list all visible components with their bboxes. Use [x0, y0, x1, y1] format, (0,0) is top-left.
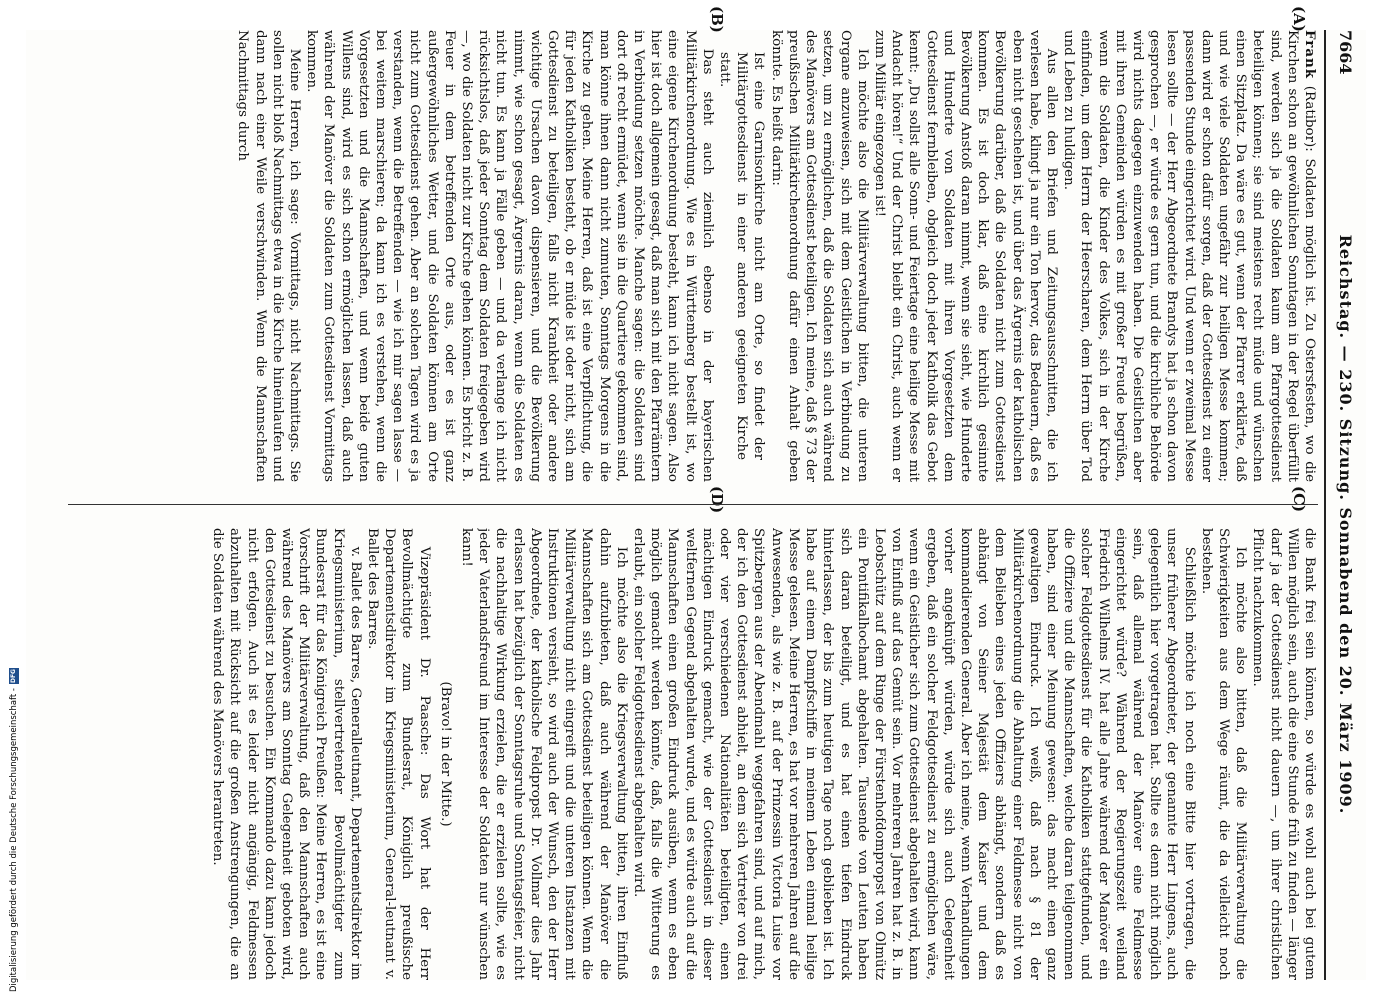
left-paragraph-2: Aus allen den Briefen und Zeitungsausschnitten, die ich verlesen habe, klingt ja nur ein Ton hervor, das Bedauern, daß es eben nicht geschehen ist, und über das Ärgernis der katholischen Bevölkerung darüber, daß die Soldaten nicht zum Gottesdienst kommen. Es ist doch klar, daß eine kirchlich gesinnte Bevölkerung Anstoß daran nimmt, wenn sie sieht, wie Hunderte und Hunderte von Soldaten mit ihren Vorgesetzten dem Gottesdienst fernbleiben, obgleich doch jeder Katholik das Gebot kennt: „Du sollst alle Sonn- und Feiertage eine heilige Messe mit Andacht hören!“ Und der Christ bleibt ein Christ, auch wenn er zum Militär eingezogen ist! — [871, 30, 1059, 482]
left-paragraph-1-text: Soldaten möglich ist. Zu Ostersfesten, wo die Kirchen schon an gewöhnlichen Sonntagen in der Regel überfüllt sind, werden sich ja die Soldaten kaum am Pfarrgottesdienst beteiligen können; sie sind meistens recht müde und wünschen einen Sitzplatz. Da wäre es gut, wenn der Pfarrer erklärte, daß und wie viele Soldaten ungefähr zur heiligen Messe kommen; dann wird er schon dafür sorgen, daß der Gottesdienst zu einer passenden Stunde eingerichtet wird. Und wenn er zweimal Messe lesen sollte — der Herr Abgeordnete Brandys hat ja schon davon gesprochen —, er würde es gern tun, und die kirchliche Behörde wird nichts dagegen einzuwenden haben. Die Geistlichen aber mit ihren Gemeinden würden es mit großer Freude begrüßen, wenn die Soldaten, die Kinder des Volkes, sich in der Kirche einfinden, um dem Herrn der Heerscharen, dem Herrn über Tod und Leben zu huldigen. — [1061, 30, 1317, 482]
header-spacer — [1337, 974, 1356, 980]
page-header — [1324, 30, 1366, 980]
margin-marker-a: (A) — [1290, 6, 1308, 32]
left-paragraph-1 — [1060, 30, 1318, 482]
left-paragraph-4: Das steht auch ziemlich ebenso in der bayerischen Militärkirchenordnung. Wie es in Württemberg bestellt ist, wo eine eigene Kirchenordnung besteht, kann ich nicht sagen. Also hier ist doch allgemein gesagt, daß man sich mit den Pfarrämtern in Verbindung setzen möchte. Manche sagen: die Soldaten sind dort oft recht ermüdet, wenn sie in die Quartiere gekommen sind, man könne ihnen dann nicht zumuten, Sonntags Morgens in die Kirche zu gehen. Meine Herren, daß ist eine Verpflichtung, die für jeden Katholiken besteht, ob er müde ist oder nicht, sich am Gottesdienst zu beteiligen, falls nicht Krankheit oder andere wichtige Ursachen davon dispensieren, und die Bevölkerung nimmt, wie schon gesagt, Ärgernis daran, wenn die Soldaten es nicht tun. Es kann ja Fälle geben — und da verlange ich nicht rücksichtslos, daß jeder Sonntag dem Soldaten freigegeben wird —, wo die Soldaten nicht zur Kirche gehen können. Es bricht z. B. Feuer in dem betreffenden Orte aus, oder es ist ganz außergewöhnliches Wetter, und die Soldaten können am Orte nicht zum Gottesdienst gehen. Aber an solchen Tagen wird es ja verstanden, wenn die Betreffenden — wie ich mir sagen lasse — bei weitem marschieren; da kann ich es verstehen, wenn die Vorgesetzten und die Mannschaften, und wenn beide guten Willens sind, wird es sich schon ermöglichen lassen, daß auch während der Manöver die Soldaten zum Gottesdienst Vormittags kommen. — [304, 30, 715, 482]
right-paragraph-2: Ich möchte also bitten, daß die Militärverwaltung die Schwierigkeiten aus dem Wege räumt, die da vielleicht noch bestehen. — [1198, 528, 1249, 980]
document-page — [26, 6, 1366, 980]
right-paragraph-5: Vizepräsident Dr. Paasche: Das Wort hat der Herr Bevollmächtigte zum Bundesrat, Königlich preußische Departementsdirektor im Kriegsministerium, General-leutnant v. Ballet des Barres. — [365, 528, 432, 980]
left-paragraph-3: Ich möchte also die Militärverwaltung bitten, die unteren Organe anzuweisen, sich mit dem Geistlichen in Verbindung zu setzen, um zu ermöglichen, daß die Soldaten sich auch während des Manövers am Gottesdienst beteiligen. Ich meine, daß § 73 der preußischen Militärkirchenordnung dafür einen Anhalt geben könnte. Es heißt darin: — [768, 30, 870, 482]
margin-marker-c: (C) — [1290, 486, 1308, 513]
applause-note: (Bravo! in der Mitte.) — [437, 681, 453, 827]
dfg-logo-icon: DFG — [10, 669, 17, 684]
margin-marker-b: (B) — [708, 6, 726, 33]
right-paragraph-3: Schließlich möchte ich noch eine Bitte hier vortragen, die unser früherer Abgeordneter, der genannte Herr Lingens, auch gelegentlich hier vorgetragen hat. Sollte es denn nicht möglich sein, daß allemal während der Manöver eine Feldmesse eingerichtet würde? Während der Regierungszeit weiland Friedrich Wilhelms IV. hat alle Jahre während der Manöver ein solcher Feldgottesdienst für die Katholiken stattgefunden, und die Offiziere und die Mannschaften, welche daran teilgenommen haben, sind einer Meinung gewesen: das macht einen ganz gewaltigen Eindruck. Ich weiß, daß nach § 81 der Militärkirchenordnung die Abhaltung einer Feldmesse nicht von dem Belieben eines jeden Offiziers abhängt, sondern daß es abhängt von Seiner Majestät dem Kaiser und dem kommandierenden General. Aber ich meine, wenn Verhandlungen vorher angeknüpft würden, würde sich auch Gelegenheit ergeben, daß ein solcher Feldgottesdienst zu ermöglichen wäre, wenn ein Geistlicher sich zum Gottesdienst abgehalten wird, kann von Einfluß auf das Gemüt sein. Vor mehreren Jahren hat z. B. in Leobschütz auf dem Ringe der Fürstenhofdompropst von Olmütz ein Pontifikalhochamt abgehalten. Tausende von Leuten haben sich daran beteiligt, und es hat einen tiefen Eindruck hinterlassen, der bis zum heutigen Tage noch geblieben ist. Ich habe auf einem Dampfschiffe in meinem Leben einmal heilige Messe gelesen. Meine Herren, es hat vor mehreren Jahren auf die Anwesenden, als wie z. B. auf der Prinzessin Victoria Luise vor Spitzbergen aus der Abendmahl weggefahren sind, und auf mich, der ich den Gottesdienst abhielt, an dem sich Vertreter von drei oder vier verschiedenen Nationalitäten beteiligten, einen mächtigen Eindruck gemacht, wie der Gottesdienst in dieser weltfernen Gegend abgehalten wurde, und es würde auch auf die Mannschaften einen großen Eindruck ausüben, wenn es eben möglich gemacht werden könnte, daß, falls die Witterung es erlaubt, ein solcher Feldgottesdienst abgehalten wird. — [631, 528, 1197, 980]
right-paragraph-4: Ich möchte also die Kriegsverwaltung bitten, ihren Einfluß dahin aufzubieten, daß auch während der Manöver die Mannschaften sich am Gottesdienst beteiligen können. Wenn die Militärverwaltung nicht eingreift und die unteren Instanzen mit Instruktionen versieht, so wird auch der Wunsch, den der Herr Abgeordnete, der katholische Feldpropst Dr. Vollmar dies Jahr erlassen hat bezüglich der Sonntagsruhe und Sonntagsfeier, nicht die nachhaltige Wirkung erzielen, die er erzielen sollte, wie es jeder Vaterlandsfreund im Interesse der Soldaten nur wünschen kann! — [459, 528, 629, 980]
margin-marker-d: (D) — [708, 486, 726, 514]
speaker-name: Frank — [1302, 30, 1318, 80]
speaker-note: (Ratibor): — [1302, 79, 1317, 152]
column-divider — [68, 504, 1318, 505]
left-column — [48, 30, 1318, 482]
right-column — [48, 528, 1318, 980]
right-paragraph-1: die Bank frei sein können, so würde es wohl auch bei gutem Willen möglich sein, auch die eine Stunde früh zu finden — länger darf ja der Gottesdienst nicht dauern —, um ihrer christlichen Pflicht nachzukommen. — [1250, 528, 1317, 980]
page-number: 7664 — [1336, 30, 1356, 75]
left-paragraph-5: Meine Herren, ich sage: Vormittags, nicht Nachmittags. Sie sollen nicht bloß Nachmittags etwa in die Kirche hineinlaufen und dann nach einer Weile verschwinden. Wenn die Mannschaften Nachmittags durch — [235, 30, 303, 482]
credit-text: Digitalisierung gefördert durch die Deutsche Forschungsgemeinschaft - — [9, 688, 19, 992]
page-title: Reichstag. — 230. Sitzung. Sonnabend den 20. März 1909. — [1336, 234, 1356, 815]
digitization-credit — [6, 592, 22, 992]
right-paragraph-6: v. Ballet des Barres, Generalleutnant, Departementsdirektor im Kriegsministerium, stellvertretender Bevollmächtigter zum Bundesrat für das Königreich Preußen: Meine Herren, es ist eine Vorschrift der Militärverwaltung, daß den Mannschaften auch während des Manövers am Sonntag Gelegenheit geboten wird, den Gottesdienst zu besuchen. Ein Kommando dazu kann jedoch nicht erfolgen. Auch ist es leider nicht angängig, Feldmessen abzuhalten mit Rücksicht auf die großen Anstrengungen, die an die Soldaten während des Manövers herantreten. — [210, 528, 363, 980]
left-quote: Ist eine Garnisonkirche nicht am Orte, so findet der Militärgottesdienst in einer anderen geeigneten Kirche statt. — [717, 52, 767, 460]
